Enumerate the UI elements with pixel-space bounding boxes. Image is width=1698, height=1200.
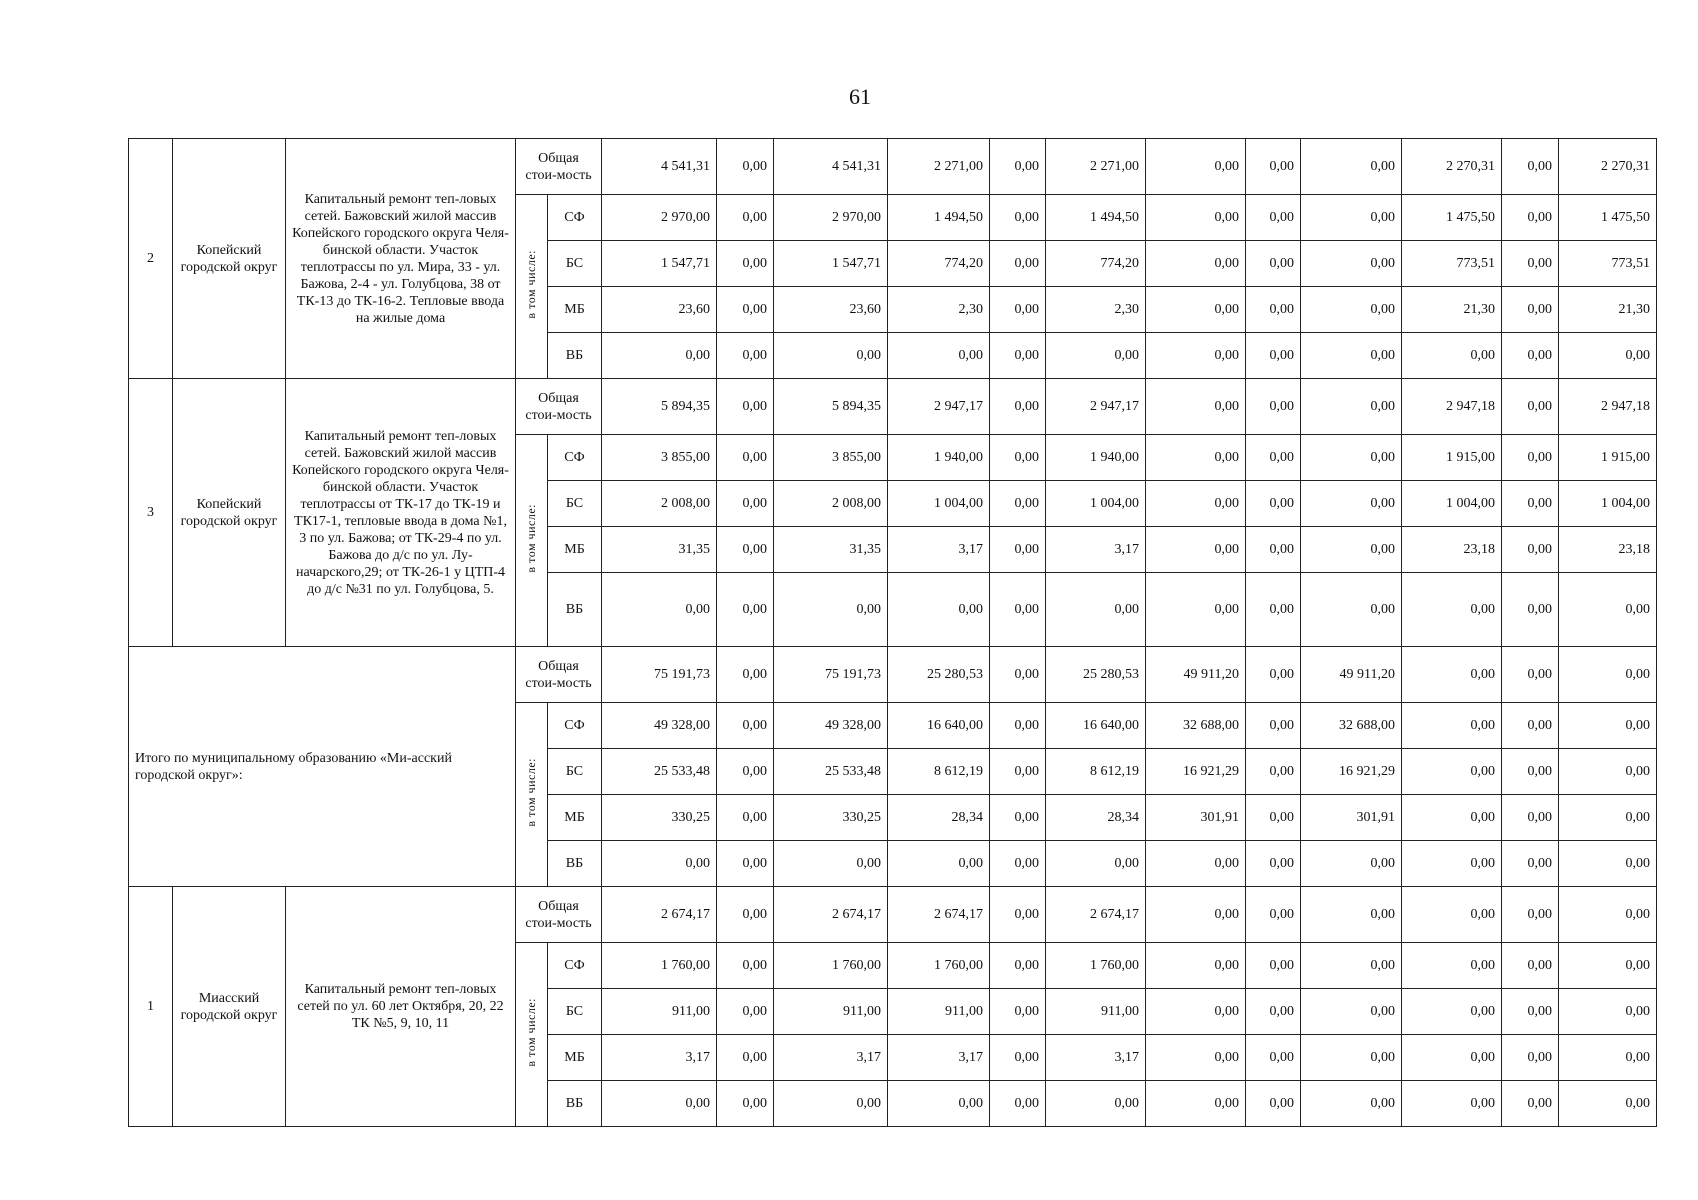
value-cell: 0,00 [990,287,1046,333]
value-cell: 0,00 [1246,435,1301,481]
total-value-cell: 2 271,00 [1046,139,1146,195]
total-value-cell: 2 271,00 [888,139,990,195]
value-cell: 0,00 [1146,333,1246,379]
value-cell: 3,17 [888,527,990,573]
value-cell: 0,00 [1402,989,1502,1035]
value-cell: 0,00 [990,333,1046,379]
value-cell: 0,00 [1246,841,1301,887]
value-cell: 0,00 [888,573,990,647]
value-cell: 0,00 [1559,989,1657,1035]
value-cell: 0,00 [1502,241,1559,287]
value-cell: 0,00 [1502,333,1559,379]
value-cell: 0,00 [1246,703,1301,749]
value-cell: 0,00 [1146,573,1246,647]
summary-label: Итого по муниципальному образованию «Ми-асский городской округ»: [129,647,516,887]
funding-source: БС [548,241,602,287]
including-label: в том числе: [524,757,538,827]
value-cell: 32 688,00 [1146,703,1246,749]
total-value-cell: 0,00 [1146,139,1246,195]
value-cell: 0,00 [1402,573,1502,647]
total-value-cell: 2 947,17 [1046,379,1146,435]
including-label: в том числе: [524,997,538,1067]
value-cell: 0,00 [1402,1081,1502,1127]
value-cell: 0,00 [990,527,1046,573]
value-cell: 301,91 [1146,795,1246,841]
value-cell: 0,00 [1246,795,1301,841]
value-cell: 0,00 [990,1035,1046,1081]
table-row [129,139,1657,195]
value-cell: 0,00 [990,1081,1046,1127]
value-cell: 1 004,00 [1559,481,1657,527]
value-cell: 3,17 [602,1035,717,1081]
value-cell: 0,00 [717,795,774,841]
value-cell: 0,00 [1146,841,1246,887]
including-label-cell [516,703,548,887]
value-cell: 31,35 [774,527,888,573]
total-value-cell: 0,00 [1402,647,1502,703]
value-cell: 0,00 [1502,989,1559,1035]
value-cell: 0,00 [1402,841,1502,887]
funding-source: ВБ [548,1081,602,1127]
value-cell: 0,00 [1146,943,1246,989]
value-cell: 0,00 [1146,287,1246,333]
value-cell: 0,00 [1301,481,1402,527]
value-cell: 1 760,00 [774,943,888,989]
value-cell: 773,51 [1402,241,1502,287]
value-cell: 0,00 [1502,527,1559,573]
value-cell: 0,00 [1301,573,1402,647]
funding-source: МБ [548,795,602,841]
value-cell: 0,00 [990,795,1046,841]
value-cell: 0,00 [717,989,774,1035]
value-cell: 0,00 [1146,989,1246,1035]
municipality-name: Копейский городской округ [173,379,286,647]
total-value-cell: 0,00 [990,647,1046,703]
value-cell: 0,00 [1502,795,1559,841]
value-cell: 0,00 [990,241,1046,287]
value-cell: 1 475,50 [1402,195,1502,241]
value-cell: 911,00 [888,989,990,1035]
value-cell: 0,00 [1559,1081,1657,1127]
value-cell: 0,00 [990,435,1046,481]
total-value-cell: 0,00 [1559,887,1657,943]
municipality-name: Копейский городской округ [173,139,286,379]
value-cell: 0,00 [1559,943,1657,989]
value-cell: 1 494,50 [1046,195,1146,241]
total-value-cell: 2 270,31 [1402,139,1502,195]
value-cell: 773,51 [1559,241,1657,287]
value-cell: 25 533,48 [774,749,888,795]
value-cell: 0,00 [1246,481,1301,527]
value-cell: 0,00 [1502,943,1559,989]
total-value-cell: 0,00 [1246,379,1301,435]
value-cell: 0,00 [1502,481,1559,527]
value-cell: 0,00 [1402,1035,1502,1081]
value-cell: 0,00 [1246,1081,1301,1127]
total-value-cell: 0,00 [990,139,1046,195]
total-value-cell: 0,00 [990,379,1046,435]
value-cell: 0,00 [1559,749,1657,795]
value-cell: 0,00 [1301,195,1402,241]
total-value-cell: 0,00 [1146,887,1246,943]
value-cell: 0,00 [888,841,990,887]
value-cell: 0,00 [1246,287,1301,333]
value-cell: 0,00 [1402,795,1502,841]
value-cell: 0,00 [717,435,774,481]
value-cell: 0,00 [1559,1035,1657,1081]
value-cell: 1 494,50 [888,195,990,241]
row-index: 3 [129,379,173,647]
total-value-cell: 2 674,17 [888,887,990,943]
value-cell: 0,00 [717,241,774,287]
total-value-cell: 49 911,20 [1301,647,1402,703]
value-cell: 2 008,00 [774,481,888,527]
value-cell: 0,00 [1402,943,1502,989]
value-cell: 0,00 [774,333,888,379]
value-cell: 774,20 [1046,241,1146,287]
total-value-cell: 0,00 [990,887,1046,943]
total-value-cell: 75 191,73 [774,647,888,703]
value-cell: 0,00 [888,1081,990,1127]
value-cell: 0,00 [717,333,774,379]
value-cell: 0,00 [1146,435,1246,481]
value-cell: 1 547,71 [774,241,888,287]
funding-source: БС [548,989,602,1035]
value-cell: 0,00 [1301,435,1402,481]
value-cell: 0,00 [1246,1035,1301,1081]
value-cell: 0,00 [1146,195,1246,241]
total-value-cell: 2 674,17 [1046,887,1146,943]
total-cost-label: Общая стои-мость [516,647,602,703]
value-cell: 911,00 [774,989,888,1035]
value-cell: 1 004,00 [888,481,990,527]
total-value-cell: 0,00 [717,379,774,435]
value-cell: 3,17 [774,1035,888,1081]
value-cell: 32 688,00 [1301,703,1402,749]
value-cell: 0,00 [774,1081,888,1127]
value-cell: 1 940,00 [888,435,990,481]
value-cell: 911,00 [602,989,717,1035]
value-cell: 49 328,00 [774,703,888,749]
value-cell: 3 855,00 [774,435,888,481]
total-value-cell: 4 541,31 [602,139,717,195]
total-value-cell: 5 894,35 [774,379,888,435]
value-cell: 0,00 [990,703,1046,749]
total-cost-label: Общая стои-мость [516,139,602,195]
value-cell: 911,00 [1046,989,1146,1035]
value-cell: 16 640,00 [1046,703,1146,749]
value-cell: 0,00 [990,841,1046,887]
value-cell: 0,00 [717,287,774,333]
budget-table [128,138,1657,1127]
total-cost-label: Общая стои-мость [516,379,602,435]
value-cell: 21,30 [1559,287,1657,333]
total-value-cell: 0,00 [1146,379,1246,435]
value-cell: 330,25 [602,795,717,841]
value-cell: 1 004,00 [1402,481,1502,527]
value-cell: 0,00 [1301,1081,1402,1127]
total-value-cell: 0,00 [717,887,774,943]
including-label: в том числе: [524,503,538,573]
value-cell: 0,00 [717,749,774,795]
total-value-cell: 0,00 [1246,647,1301,703]
value-cell: 2,30 [1046,287,1146,333]
value-cell: 0,00 [1146,481,1246,527]
including-label-cell [516,195,548,379]
total-value-cell: 0,00 [1246,139,1301,195]
value-cell: 2 970,00 [602,195,717,241]
value-cell: 0,00 [717,195,774,241]
value-cell: 0,00 [1402,703,1502,749]
value-cell: 0,00 [888,333,990,379]
total-value-cell: 0,00 [717,647,774,703]
total-value-cell: 75 191,73 [602,647,717,703]
value-cell: 25 533,48 [602,749,717,795]
total-value-cell: 2 270,31 [1559,139,1657,195]
value-cell: 0,00 [1502,703,1559,749]
value-cell: 21,30 [1402,287,1502,333]
value-cell: 0,00 [1046,1081,1146,1127]
value-cell: 0,00 [1402,333,1502,379]
total-value-cell: 0,00 [1502,647,1559,703]
total-value-cell: 2 947,17 [888,379,990,435]
value-cell: 8 612,19 [1046,749,1146,795]
value-cell: 0,00 [1301,841,1402,887]
total-value-cell: 0,00 [1402,887,1502,943]
value-cell: 0,00 [717,943,774,989]
value-cell: 0,00 [1502,749,1559,795]
funding-source: МБ [548,527,602,573]
value-cell: 0,00 [717,481,774,527]
value-cell: 49 328,00 [602,703,717,749]
value-cell: 0,00 [1502,841,1559,887]
value-cell: 0,00 [602,841,717,887]
total-value-cell: 0,00 [1246,887,1301,943]
total-value-cell: 2 947,18 [1402,379,1502,435]
value-cell: 0,00 [990,195,1046,241]
including-label-cell [516,435,548,647]
value-cell: 0,00 [717,1035,774,1081]
value-cell: 0,00 [717,527,774,573]
value-cell: 1 004,00 [1046,481,1146,527]
value-cell: 0,00 [990,749,1046,795]
total-value-cell: 25 280,53 [888,647,990,703]
value-cell: 2,30 [888,287,990,333]
total-value-cell: 0,00 [717,139,774,195]
project-description: Капитальный ремонт теп-ловых сетей. Бажовский жилой массив Копейского городского округа Челя-бинской области. Участок теплотрассы по ул. Мира, 33 - ул. Бажова, 2-4 - ул. Голубцова, 38 от ТК-13 до ТК-16-2. Тепловые ввода на жилые дома [286,139,516,379]
value-cell: 0,00 [1301,241,1402,287]
total-value-cell: 0,00 [1502,379,1559,435]
funding-source: СФ [548,943,602,989]
total-cost-label: Общая стои-мость [516,887,602,943]
value-cell: 23,18 [1402,527,1502,573]
value-cell: 23,60 [774,287,888,333]
value-cell: 8 612,19 [888,749,990,795]
page-number: 61 [849,84,871,109]
funding-source: ВБ [548,841,602,887]
municipality-name: Миасский городской округ [173,887,286,1127]
value-cell: 28,34 [1046,795,1146,841]
value-cell: 3,17 [888,1035,990,1081]
value-cell: 0,00 [717,703,774,749]
total-value-cell: 0,00 [1502,887,1559,943]
value-cell: 0,00 [1246,749,1301,795]
value-cell: 0,00 [774,841,888,887]
total-value-cell: 0,00 [1559,647,1657,703]
total-value-cell: 0,00 [1301,887,1402,943]
value-cell: 0,00 [1246,195,1301,241]
value-cell: 0,00 [1559,795,1657,841]
value-cell: 0,00 [990,989,1046,1035]
value-cell: 0,00 [602,333,717,379]
funding-source: БС [548,749,602,795]
value-cell: 0,00 [1246,333,1301,379]
value-cell: 0,00 [1246,241,1301,287]
value-cell: 0,00 [717,1081,774,1127]
value-cell: 0,00 [1502,287,1559,333]
value-cell: 1 760,00 [1046,943,1146,989]
value-cell: 0,00 [1146,1081,1246,1127]
value-cell: 0,00 [1502,435,1559,481]
total-value-cell: 2 674,17 [774,887,888,943]
table-row [129,647,1657,703]
value-cell: 23,18 [1559,527,1657,573]
value-cell: 0,00 [1402,749,1502,795]
value-cell: 0,00 [1301,333,1402,379]
value-cell: 0,00 [1502,1081,1559,1127]
value-cell: 0,00 [1301,989,1402,1035]
value-cell: 0,00 [1146,241,1246,287]
total-value-cell: 0,00 [1502,139,1559,195]
value-cell: 0,00 [1559,841,1657,887]
funding-source: СФ [548,195,602,241]
value-cell: 1 760,00 [888,943,990,989]
value-cell: 0,00 [1146,1035,1246,1081]
value-cell: 0,00 [990,481,1046,527]
value-cell: 0,00 [1559,703,1657,749]
total-value-cell: 0,00 [1301,139,1402,195]
value-cell: 0,00 [990,573,1046,647]
project-description: Капитальный ремонт теп-ловых сетей. Бажовский жилой массив Копейского городского округа Челя-бинской области. Участок теплотрассы от ТК-17 до ТК-19 и ТК17-1, тепловые ввода в дома №1, 3 по ул. Бажова; от ТК-29-4 по ул. Бажова до д/с по ул. Лу-начарского,29; от ТК-26-1 у ЦТП-4 до д/с №31 по ул. Голубцова, 5. [286,379,516,647]
value-cell: 1 547,71 [602,241,717,287]
total-value-cell: 0,00 [1301,379,1402,435]
value-cell: 0,00 [990,943,1046,989]
funding-source: БС [548,481,602,527]
total-value-cell: 2 947,18 [1559,379,1657,435]
value-cell: 0,00 [1301,943,1402,989]
value-cell: 0,00 [1502,195,1559,241]
total-value-cell: 49 911,20 [1146,647,1246,703]
total-value-cell: 4 541,31 [774,139,888,195]
value-cell: 16 640,00 [888,703,990,749]
table-row [129,379,1657,435]
value-cell: 0,00 [1246,989,1301,1035]
value-cell: 23,60 [602,287,717,333]
value-cell: 1 940,00 [1046,435,1146,481]
value-cell: 3,17 [1046,527,1146,573]
value-cell: 2 008,00 [602,481,717,527]
value-cell: 16 921,29 [1301,749,1402,795]
row-index: 2 [129,139,173,379]
value-cell: 0,00 [1046,841,1146,887]
value-cell: 0,00 [1246,573,1301,647]
value-cell: 774,20 [888,241,990,287]
value-cell: 0,00 [602,573,717,647]
value-cell: 0,00 [1559,573,1657,647]
funding-source: СФ [548,435,602,481]
value-cell: 0,00 [1502,573,1559,647]
funding-source: ВБ [548,573,602,647]
value-cell: 0,00 [1046,573,1146,647]
value-cell: 31,35 [602,527,717,573]
funding-source: СФ [548,703,602,749]
value-cell: 3 855,00 [602,435,717,481]
project-description: Капитальный ремонт теп-ловых сетей по ул. 60 лет Октября, 20, 22 ТК №5, 9, 10, 11 [286,887,516,1127]
value-cell: 1 475,50 [1559,195,1657,241]
total-value-cell: 2 674,17 [602,887,717,943]
value-cell: 0,00 [1246,943,1301,989]
value-cell: 1 915,00 [1559,435,1657,481]
value-cell: 28,34 [888,795,990,841]
total-value-cell: 25 280,53 [1046,647,1146,703]
total-value-cell: 5 894,35 [602,379,717,435]
value-cell: 2 970,00 [774,195,888,241]
value-cell: 0,00 [1246,527,1301,573]
value-cell: 0,00 [1301,287,1402,333]
value-cell: 0,00 [717,573,774,647]
value-cell: 0,00 [1502,1035,1559,1081]
including-label: в том числе: [524,249,538,319]
value-cell: 3,17 [1046,1035,1146,1081]
funding-source: ВБ [548,333,602,379]
value-cell: 0,00 [1301,1035,1402,1081]
value-cell: 0,00 [774,573,888,647]
value-cell: 0,00 [1301,527,1402,573]
row-index: 1 [129,887,173,1127]
value-cell: 330,25 [774,795,888,841]
value-cell: 0,00 [1146,527,1246,573]
funding-source: МБ [548,1035,602,1081]
value-cell: 1 915,00 [1402,435,1502,481]
value-cell: 1 760,00 [602,943,717,989]
value-cell: 0,00 [1559,333,1657,379]
value-cell: 301,91 [1301,795,1402,841]
including-label-cell [516,943,548,1127]
value-cell: 0,00 [717,841,774,887]
table-row [129,887,1657,943]
value-cell: 0,00 [602,1081,717,1127]
funding-source: МБ [548,287,602,333]
value-cell: 16 921,29 [1146,749,1246,795]
value-cell: 0,00 [1046,333,1146,379]
